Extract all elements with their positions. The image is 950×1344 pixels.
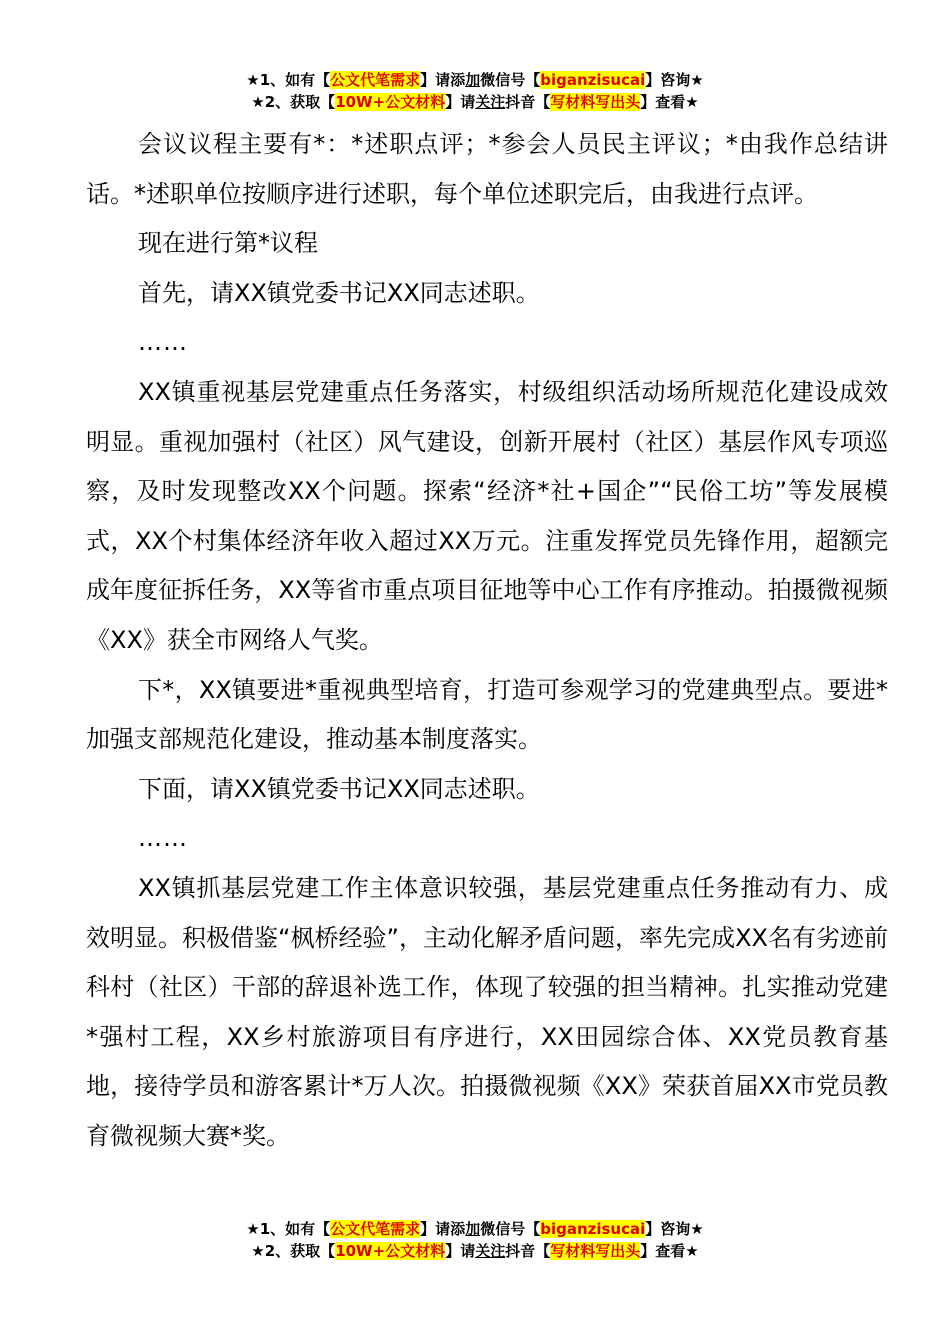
banner-text: 抖音【 xyxy=(505,93,551,111)
header-banner xyxy=(0,69,950,113)
agenda-item-line: 现在进行第*议程 xyxy=(138,229,318,258)
highlight-douyin: 写材料写出头 xyxy=(550,93,641,111)
banner-text: ★2、获取【 xyxy=(251,93,336,111)
banner-line-1 xyxy=(0,69,950,91)
banner-text-underlined: 关注 xyxy=(475,1242,506,1260)
banner-text: 】查看★ xyxy=(640,93,699,111)
banner-text: ★2、获取【 xyxy=(251,1242,336,1260)
highlight-wechat-id: biganzisucai xyxy=(540,71,646,89)
highlight-service: 公文代笔需求 xyxy=(330,1220,421,1238)
banner-text-underlined: 加 xyxy=(465,71,481,89)
banner-text: 】咨询★ xyxy=(645,71,704,89)
agenda-paragraph: 会议议程主要有*：*述职点评；*参会人员民主评议；*由我作总结讲话。*述职单位按顺序进行述职，每个单位述职完后，由我进行点评。 xyxy=(86,130,888,208)
banner-text: ★1、如有【 xyxy=(246,1220,331,1238)
banner-text: 】请 xyxy=(445,1242,476,1260)
highlight-wechat-id: biganzisucai xyxy=(540,1220,646,1238)
document-body xyxy=(86,120,888,1161)
ellipsis-1: …… xyxy=(138,328,188,357)
banner-text: 】请 xyxy=(445,93,476,111)
banner-text-underlined: 加 xyxy=(465,1220,481,1238)
highlight-materials: 10W+公文材料 xyxy=(335,1242,446,1260)
banner-text: 】查看★ xyxy=(640,1242,699,1260)
ellipsis-2: …… xyxy=(138,824,188,853)
banner-text: 】咨询★ xyxy=(645,1220,704,1238)
speaker-intro-1: 首先，请XX镇党委书记XX同志述职。 xyxy=(138,278,540,307)
review-paragraph-1: XX镇重视基层党建重点任务落实，村级组织活动场所规范化建设成效明显。重视加强村（社区）风气建设，创新开展村（社区）基层作风专项巡察，及时发现整改XX个问题。探索“经济*社+国企”“民俗工坊”等发展模式，XX个村集体经济年收入超过XX万元。注重发挥党员先锋作用，超额完成年度征拆任务，XX等省市重点项目征地等中心工作有序推动。拍摄微视频《XX》获全市网络人气奖。 xyxy=(86,377,888,654)
review-paragraph-2: 下*，XX镇要进*重视典型培育，打造可参观学习的党建典型点。要进*加强支部规范化建设，推动基本制度落实。 xyxy=(86,675,888,754)
banner-line-2 xyxy=(0,91,950,113)
banner-line-1 xyxy=(0,1218,950,1240)
speaker-intro-2: 下面，请XX镇党委书记XX同志述职。 xyxy=(138,774,540,803)
banner-text: 微信号【 xyxy=(480,1220,541,1238)
banner-text: 抖音【 xyxy=(505,1242,551,1260)
highlight-materials: 10W+公文材料 xyxy=(335,93,446,111)
highlight-douyin: 写材料写出头 xyxy=(550,1242,641,1260)
highlight-service: 公文代笔需求 xyxy=(330,71,421,89)
review-paragraph-3: XX镇抓基层党建工作主体意识较强，基层党建重点任务推动有力、成效明显。积极借鉴“枫桥经验”，主动化解矛盾问题，率先完成XX名有劣迹前科村（社区）干部的辞退补选工作，体现了较强的担当精神。扎实推动党建*强村工程，XX乡村旅游项目有序进行，XX田园综合体、XX党员教育基地，接待学员和游客累计*万人次。拍摄微视频《XX》荣获首届XX市党员教育微视频大赛*奖。 xyxy=(86,873,888,1150)
banner-text-underlined: 关注 xyxy=(475,93,506,111)
banner-text: 微信号【 xyxy=(480,71,541,89)
footer-banner xyxy=(0,1218,950,1262)
banner-line-2 xyxy=(0,1240,950,1262)
banner-text: 】请添 xyxy=(420,1220,466,1238)
banner-text: ★1、如有【 xyxy=(246,71,331,89)
banner-text: 】请添 xyxy=(420,71,466,89)
